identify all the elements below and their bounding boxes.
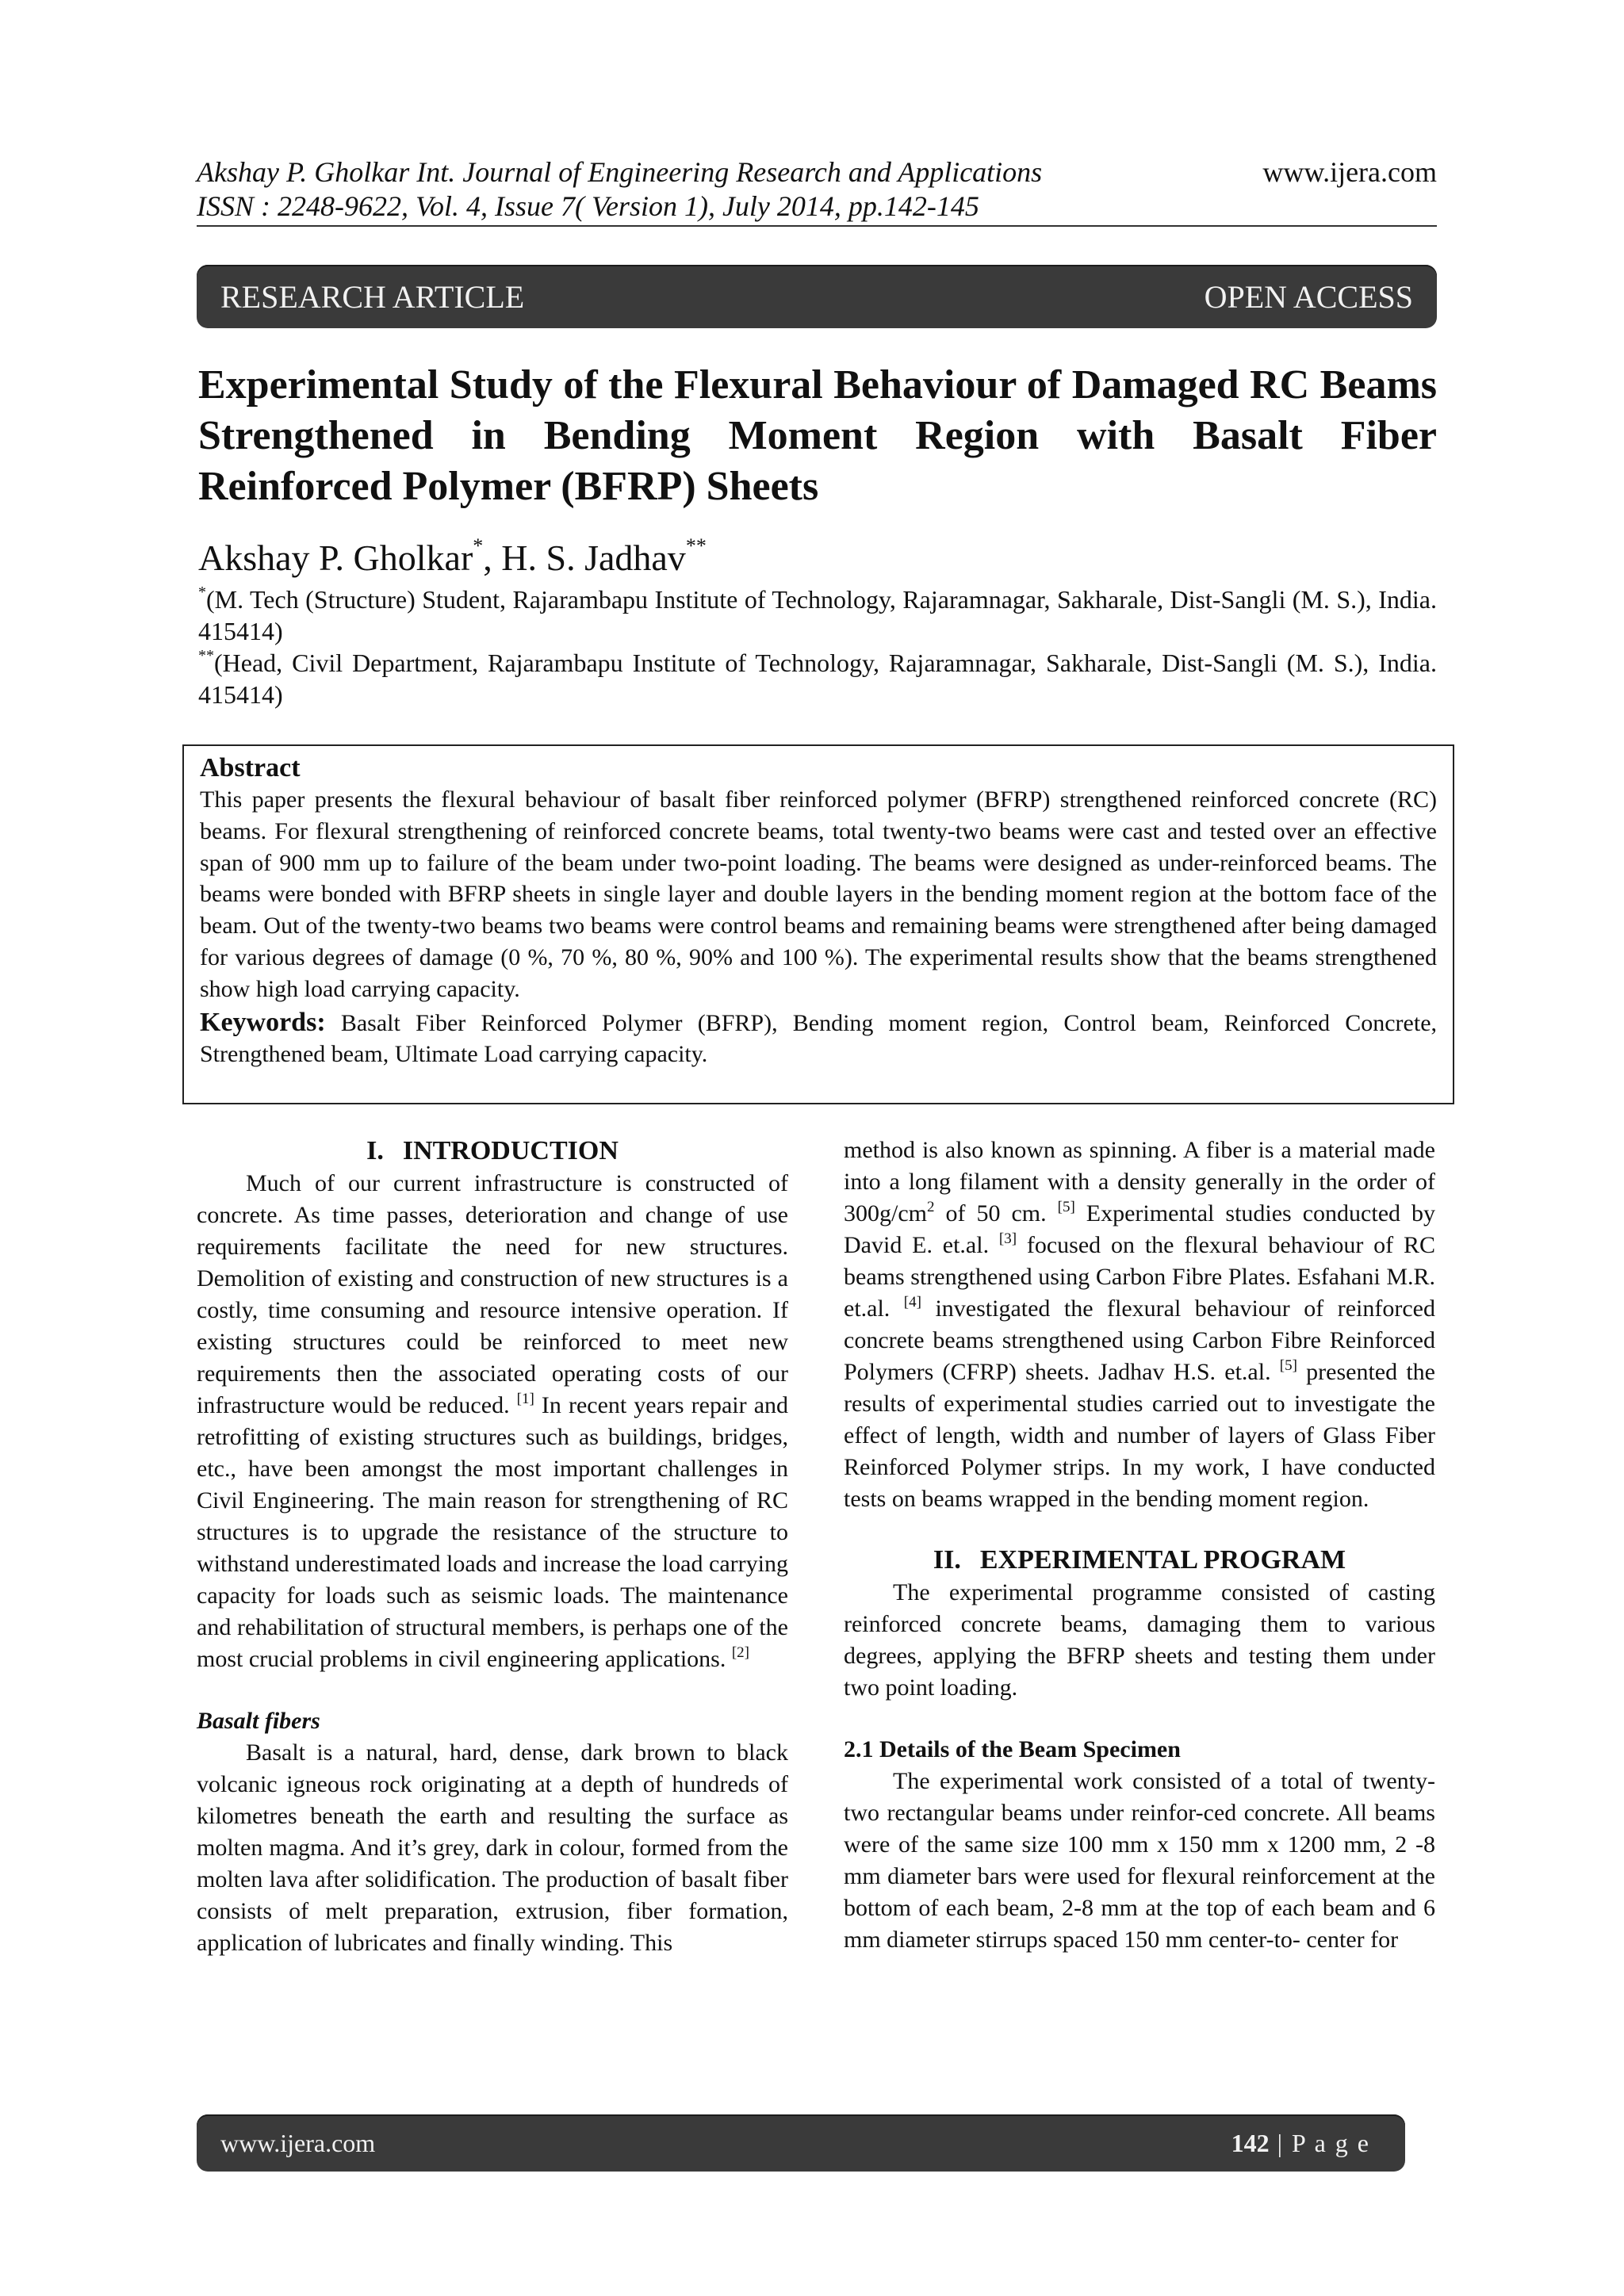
header-website-link[interactable]: www.ijera.com — [1262, 156, 1437, 188]
text-run: of 50 cm. — [934, 1200, 1058, 1226]
subheading-basalt-fibers: Basalt fibers — [197, 1708, 320, 1734]
basalt-paragraph: Basalt is a natural, hard, dense, dark brown to black volcanic igneous rock originating at a depth of hundreds of kilometres beneath the earth and resulting the surface as molten magma. And it’s grey, dark in colour, formed from the molten lava after solidification. The production of basalt fiber consists of melt preparation, extrusion, fiber formation, application of lubricates and finally winding. This — [197, 1739, 788, 1956]
unit-exponent: 2 — [927, 1199, 935, 1215]
affiliation-mark: ** — [198, 647, 214, 664]
affiliation-mark: * — [198, 584, 206, 601]
citation-ref: [2] — [731, 1644, 749, 1661]
text-run: presented the results of experimental studies carried out to investigate the effect of length, width and number of layers of Glass Fiber Reinforced Polymer strips. In my work, I have conducted tests on beams wrapped in the bending moment region. — [844, 1359, 1435, 1512]
article-banner — [197, 265, 1437, 328]
header-rule — [197, 225, 1437, 227]
affiliation-item — [198, 584, 1437, 647]
affiliation-item — [198, 647, 1437, 710]
abstract-text: This paper presents the flexural behaviour of basalt fiber reinforced polymer (BFRP) strengthened reinforced concrete (RC) beams. For flexural strengthening of reinforced concrete beams, total twenty-two beams were cast and tested over an effective span of 900 mm up to failure of the beam under two-point loading. The beams were designed as under-reinforced beams. The beams were bonded with BFRP sheets in single layer and double layers in the bending moment region at the bottom face of the beam. Out of the twenty-two beams two beams were control beams and remaining beams were strengthened after being damaged for various degrees of damage (0 %, 70 %, 80 %, 90% and 100 %). The experimental results show that the beams strengthened show high load carrying capacity. — [200, 786, 1437, 1002]
keywords — [200, 1007, 1437, 1071]
citation-ref: [4] — [903, 1294, 921, 1311]
beam-specimen-paragraph: The experimental work consisted of a total of twenty-two rectangular beams under reinfor-ced concrete. All beams were of the same size 100 mm x 150 mm x 1200 mm, 2 -8 mm diameter bars were used for flexural reinforcement at the bottom of each beam, 2-8 mm at the top of each beam and 6 mm diameter stirrups spaced 150 mm center-to- center for — [844, 1768, 1435, 1953]
author-mark: * — [473, 534, 484, 557]
section-heading-introduction — [197, 1135, 788, 1168]
text-run: In recent years repair and retrofitting of existing structures such as buildings, bridges, etc., have been amongst the most important challenges in Civil Engineering. The main reason for strengthening of RC structures is to upgrade the resistance of the structure to withstand underestimated loads and increase the load carrying capacity for loads such as seismic loads. The maintenance and rehabilitation of structural members, is perhaps one of the most crucial problems in civil engineering applications. — [197, 1392, 789, 1672]
author-name: H. S. Jadhav — [501, 538, 686, 578]
footer-website-link[interactable]: www.ijera.com — [220, 2128, 376, 2157]
section-number: I. — [366, 1136, 384, 1165]
keywords-label: Keywords: — [200, 1007, 326, 1037]
issn-line: ISSN : 2248-9622, Vol. 4, Issue 7( Version 1), July 2014, pp.142-145 — [197, 190, 979, 222]
author-name: Akshay P. Gholkar — [198, 538, 473, 578]
text-run: Experimental studies conducted by David E. et.al. — [844, 1200, 1436, 1258]
text-run: Much of our current infrastructure is constructed of concrete. As time passes, deterioration and change of use requirements facilitate the need for new structures. Demolition of existing and construction of new structures is a costly, time consuming and resource intensive operation. If existing structures could be reinforced to meet new requirements then the associated operating costs of our infrastructure would be reduced. — [197, 1170, 788, 1418]
open-access-label: OPEN ACCESS — [1204, 278, 1413, 315]
affiliation-text: (M. Tech (Structure) Student, Rajarambapu Institute of Technology, Rajaramnagar, Sakharale, Dist-Sangli (M. S.), India. 415414) — [198, 585, 1437, 645]
affiliations — [198, 584, 1437, 710]
basalt-paragraph-continued — [844, 1135, 1435, 1515]
article-type-label: RESEARCH ARTICLE — [220, 278, 525, 315]
citation-ref: [3] — [998, 1230, 1017, 1247]
author-mark: ** — [685, 534, 707, 557]
abstract-box — [182, 744, 1454, 1104]
citation-ref: [1] — [516, 1391, 534, 1407]
running-header — [197, 155, 1228, 224]
abstract-heading: Abstract — [200, 753, 301, 783]
text-run: focused on the flexural behaviour of RC beams strengthened using Carbon Fibre Plates. Esfahani M.R. et.al. — [844, 1232, 1435, 1322]
citation-ref: [5] — [1057, 1199, 1075, 1215]
experimental-paragraph: The experimental programme consisted of casting reinforced concrete beams, damaging them to various degrees, applying the BFRP sheets and testing them under two point loading. — [844, 1579, 1435, 1701]
intro-paragraph — [197, 1168, 788, 1675]
affiliation-text: (Head, Civil Department, Rajarambapu Institute of Technology, Rajaramnagar, Sakharale, Dist-Sangli (M. S.), India. 415414) — [198, 649, 1437, 709]
section-number: II. — [933, 1545, 961, 1575]
author-list: Akshay P. Gholkar*, H. S. Jadhav** — [198, 534, 707, 578]
citation-ref: [5] — [1279, 1357, 1297, 1374]
section-title: EXPERIMENTAL PROGRAM — [979, 1545, 1346, 1575]
page-number: 142 — [1231, 2128, 1270, 2157]
keywords-text: Basalt Fiber Reinforced Polymer (BFRP), Bending moment region, Control beam, Reinforced Concrete, Strengthened beam, Ultimate Load carrying capacity. — [200, 1009, 1438, 1068]
section-title: INTRODUCTION — [402, 1136, 619, 1165]
subheading-beam-specimen: 2.1 Details of the Beam Specimen — [844, 1736, 1181, 1762]
right-column — [844, 1135, 1435, 1956]
left-column — [197, 1135, 788, 1959]
paper-title: Experimental Study of the Flexural Behaviour of Damaged RC Beams Strengthened in Bending Moment Region with Basalt Fiber Reinforced Polymer (BFRP) Sheets — [198, 362, 1437, 509]
page-indicator — [1231, 2129, 1370, 2158]
text-run: investigated the flexural behaviour of reinforced concrete beams strengthened using Carbon Fibre Reinforced Polymers (CFRP) sheets. Jadhav H.S. et.al. — [844, 1295, 1435, 1385]
text-run: method is also known as spinning. A fiber is a material made into a long filament with a density generally in the order of 300g/cm — [844, 1137, 1435, 1226]
page-label: | P a g e — [1269, 2128, 1370, 2157]
journal-line: Akshay P. Gholkar Int. Journal of Engineering Research and Applications — [197, 156, 1043, 188]
footer-bar — [197, 2114, 1405, 2172]
section-heading-experimental — [844, 1544, 1435, 1577]
